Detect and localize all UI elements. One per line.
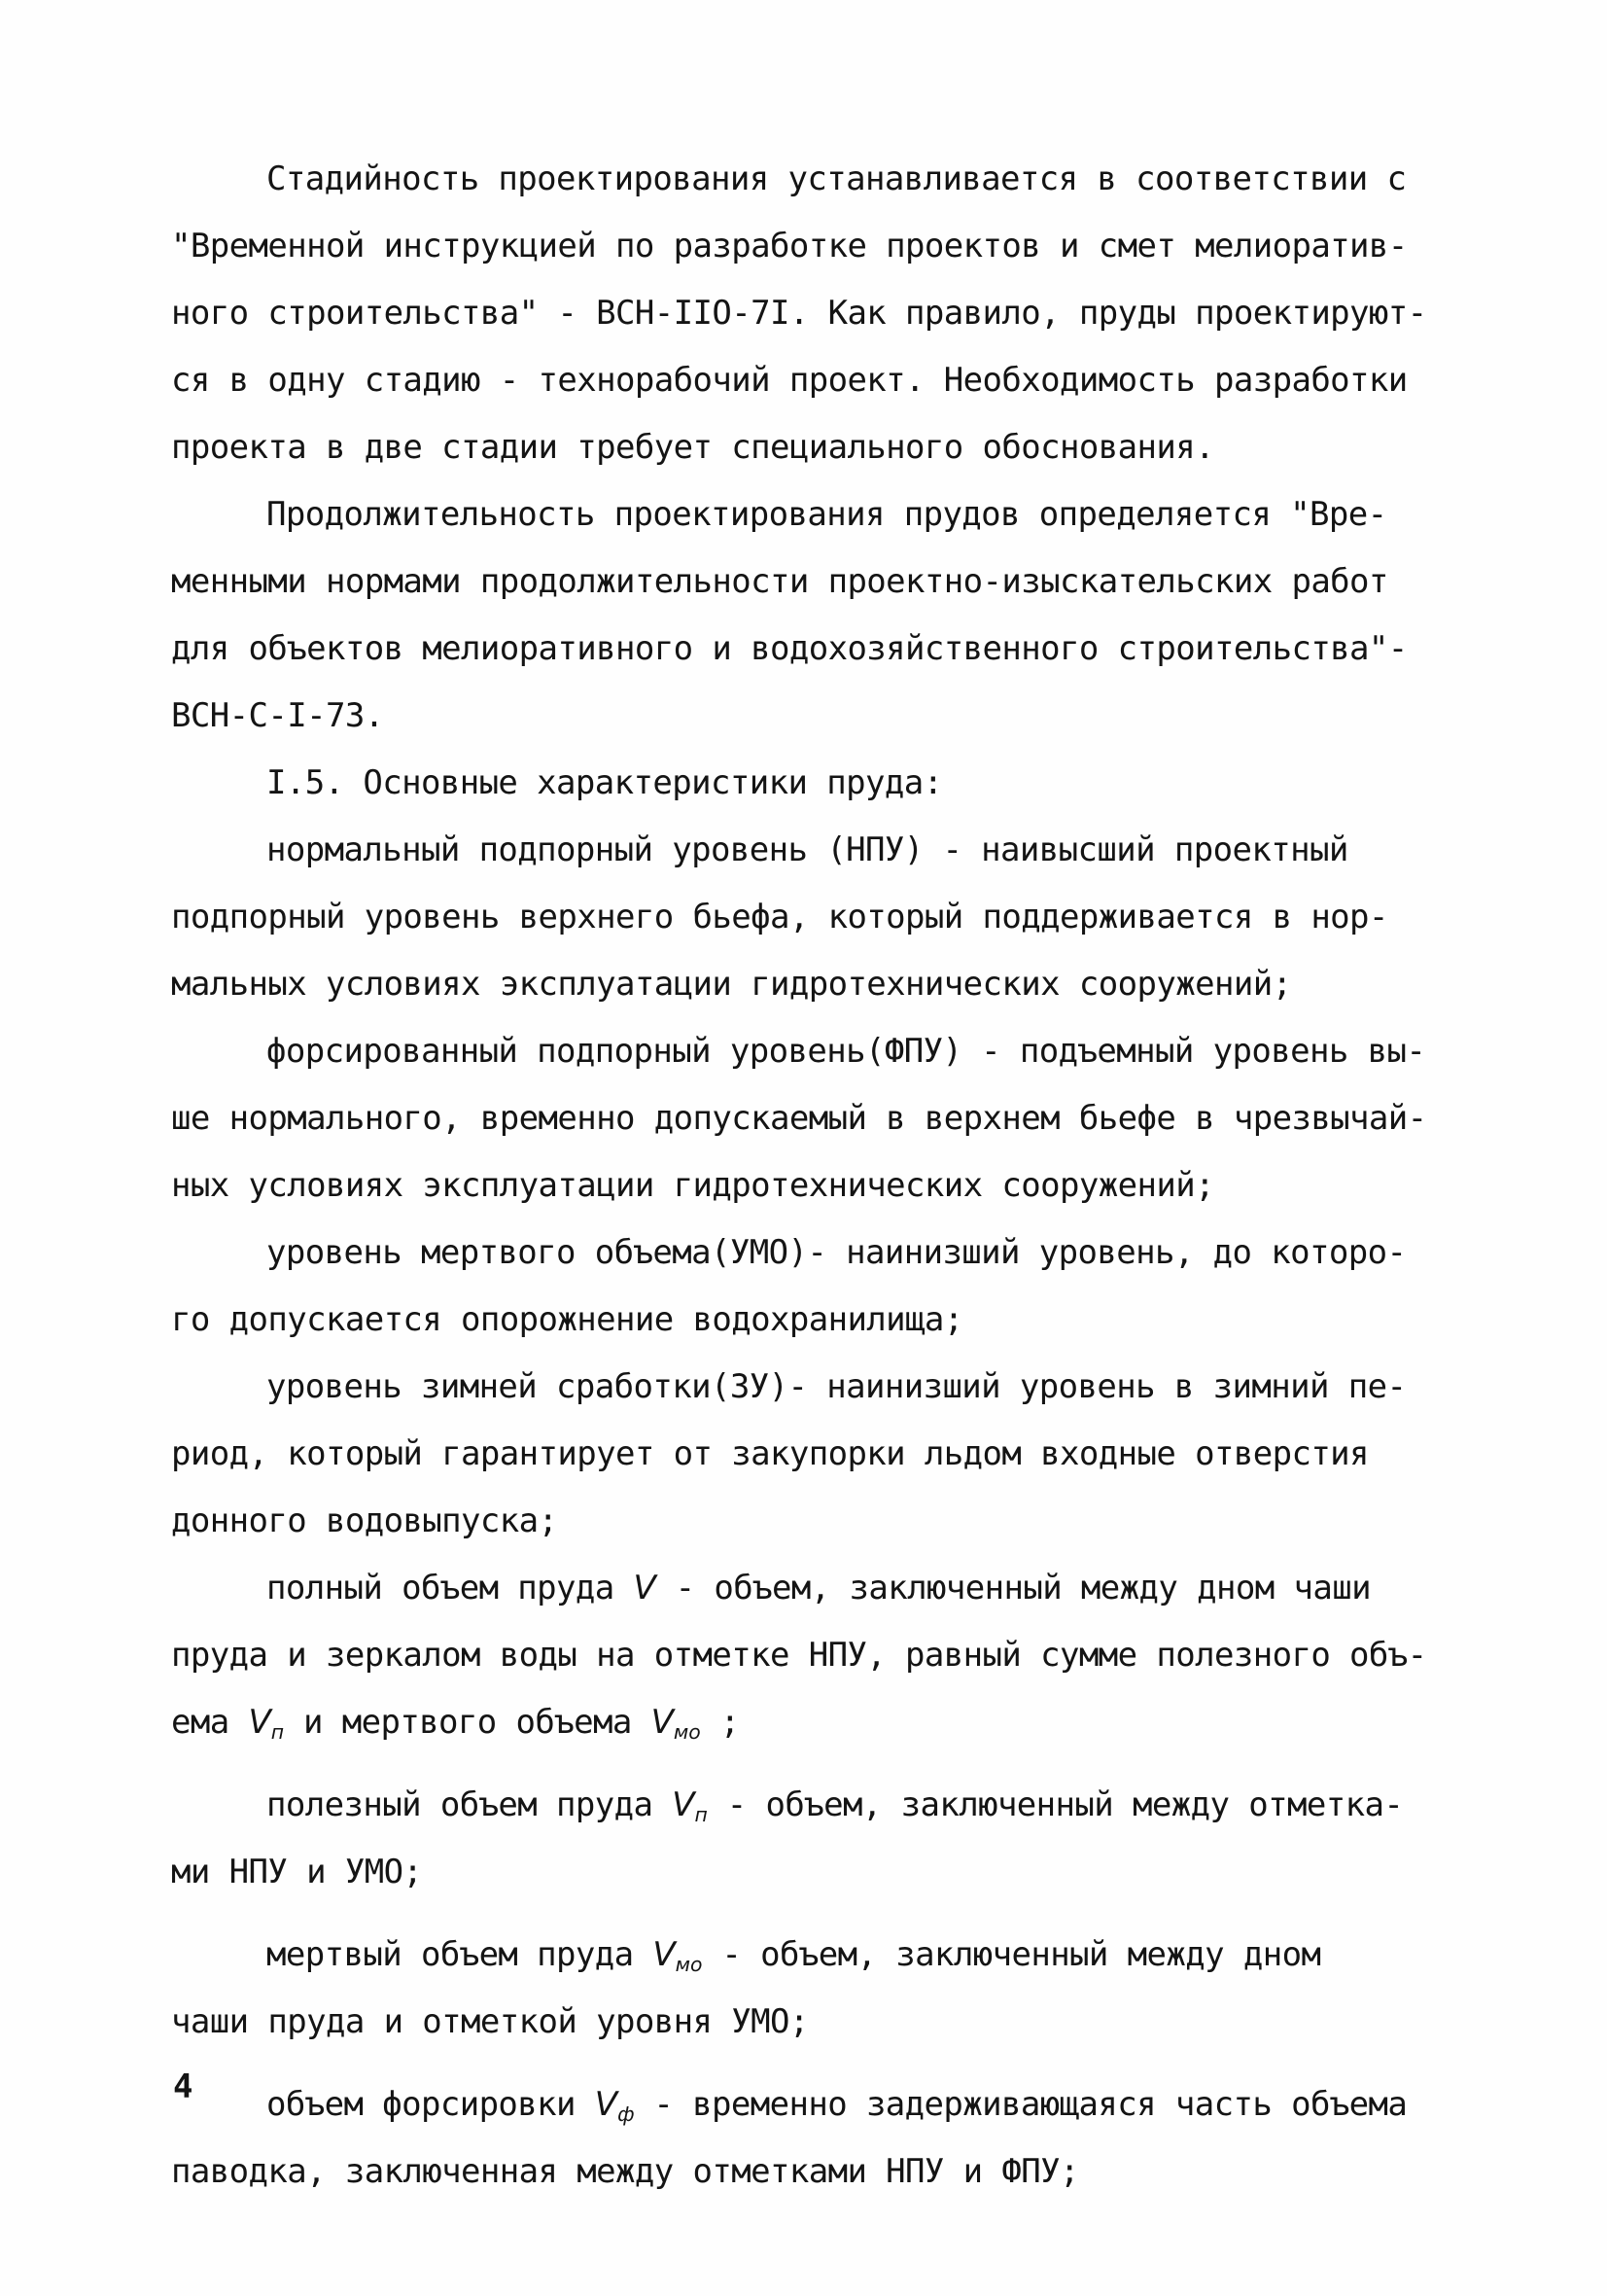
line-text: объем форсировки xyxy=(266,2085,576,2124)
line-text: - объем, заключенный между отметка- xyxy=(726,1785,1404,1824)
page-number: 4 xyxy=(173,2067,193,2106)
line-text: - временно задерживающаяся часть объема xyxy=(653,2085,1408,2124)
spacer xyxy=(171,1756,1435,1772)
paragraph-line: "Временной инструкцией по разработке проектов и смет мелиоратив- xyxy=(171,227,1408,265)
definition-line: донного водовыпуска; xyxy=(171,1501,558,1540)
symbol-vp: $V_п$ xyxy=(672,1785,708,1826)
symbol-vp: $V_п$ xyxy=(248,1703,285,1744)
definition-line xyxy=(171,2071,1435,2138)
definition-line: уровень мертвого объема(УМО)- наинизший уровень, до которо- xyxy=(266,1233,1407,1272)
line-text: ; xyxy=(719,1703,740,1742)
definition-line: нормальный подпорный уровень (НПУ) - наивысший проектный xyxy=(266,830,1348,869)
paragraph-line: ВСН-С-I-73. xyxy=(171,696,384,735)
paragraph-line: менными нормами продолжительности проектно-изыскательских работ xyxy=(171,562,1388,601)
line-text: и мертвого объема xyxy=(302,1703,632,1742)
definition-line: ных условиях эксплуатации гидротехнических сооружений; xyxy=(171,1166,1214,1205)
paragraph-line: ного строительства" - ВСН-IIO-7I. Как правило, пруды проектируют- xyxy=(171,294,1427,333)
line-text: ема xyxy=(171,1703,229,1742)
line-text: - объем, заключенный между дном xyxy=(721,1935,1321,1974)
definition-line: уровень зимней сработки(ЗУ)- наинизший уровень в зимний пе- xyxy=(266,1367,1407,1406)
definition-line: пруда и зеркалом воды на отметке НПУ, равный сумме полезного объ- xyxy=(171,1636,1427,1675)
definition-line: подпорный уровень верхнего бьефа, который поддерживается в нор- xyxy=(171,898,1388,936)
spacer xyxy=(171,1906,1435,1922)
definition-line: паводка, заключенная между отметками НПУ и ФПУ; xyxy=(171,2152,1079,2191)
line-text: полезный объем пруда xyxy=(266,1785,653,1824)
definition-line xyxy=(171,1922,1435,1989)
definition-line: форсированный подпорный уровень(ФПУ) - подъемный уровень вы- xyxy=(266,1032,1426,1071)
paragraph-line: Стадийность проектирования устанавливается в соответствии с xyxy=(266,159,1407,198)
line-text: мертвый объем пруда xyxy=(266,1935,634,1974)
paragraph-line: проекта в две стадии требует специального обоснования. xyxy=(171,428,1214,467)
definition-line xyxy=(171,1555,1435,1622)
symbol-vmo: $V_{мо}$ xyxy=(652,1935,703,1976)
definition-line: мальных условиях эксплуатации гидротехнических сооружений; xyxy=(171,965,1292,1004)
symbol-v: V xyxy=(633,1569,656,1607)
definition-line xyxy=(171,1772,1435,1839)
definition-line: го допускается опорожнение водохранилища; xyxy=(171,1300,963,1339)
symbol-vf: $V_ф$ xyxy=(594,2085,635,2126)
line-text: полный объем пруда xyxy=(266,1569,614,1607)
definition-line: ше нормального, временно допускаемый в верхнем бьефе в чрезвычай- xyxy=(171,1099,1427,1138)
definition-line xyxy=(171,1689,1435,1756)
paragraph-line: для объектов мелиоративного и водохозяйственного строительства"- xyxy=(171,629,1408,668)
document-body xyxy=(171,146,1435,2206)
definition-line: ми НПУ и УМО; xyxy=(171,1853,423,1891)
spacer xyxy=(171,2056,1435,2071)
paragraph-line: Продолжительность проектирования прудов определяется "Вре- xyxy=(266,495,1387,534)
definition-line: чаши пруда и отметкой уровня УМО; xyxy=(171,2002,809,2041)
section-heading: I.5. Основные характеристики пруда: xyxy=(266,763,943,802)
definition-line: риод, который гарантирует от закупорки льдом входные отверстия xyxy=(171,1434,1369,1473)
paragraph-line: ся в одну стадию - технорабочий проект. Необходимость разработки xyxy=(171,361,1408,400)
line-text: - объем, заключенный между дном чаши xyxy=(675,1569,1371,1607)
symbol-vmo: $V_{мо}$ xyxy=(650,1703,701,1744)
